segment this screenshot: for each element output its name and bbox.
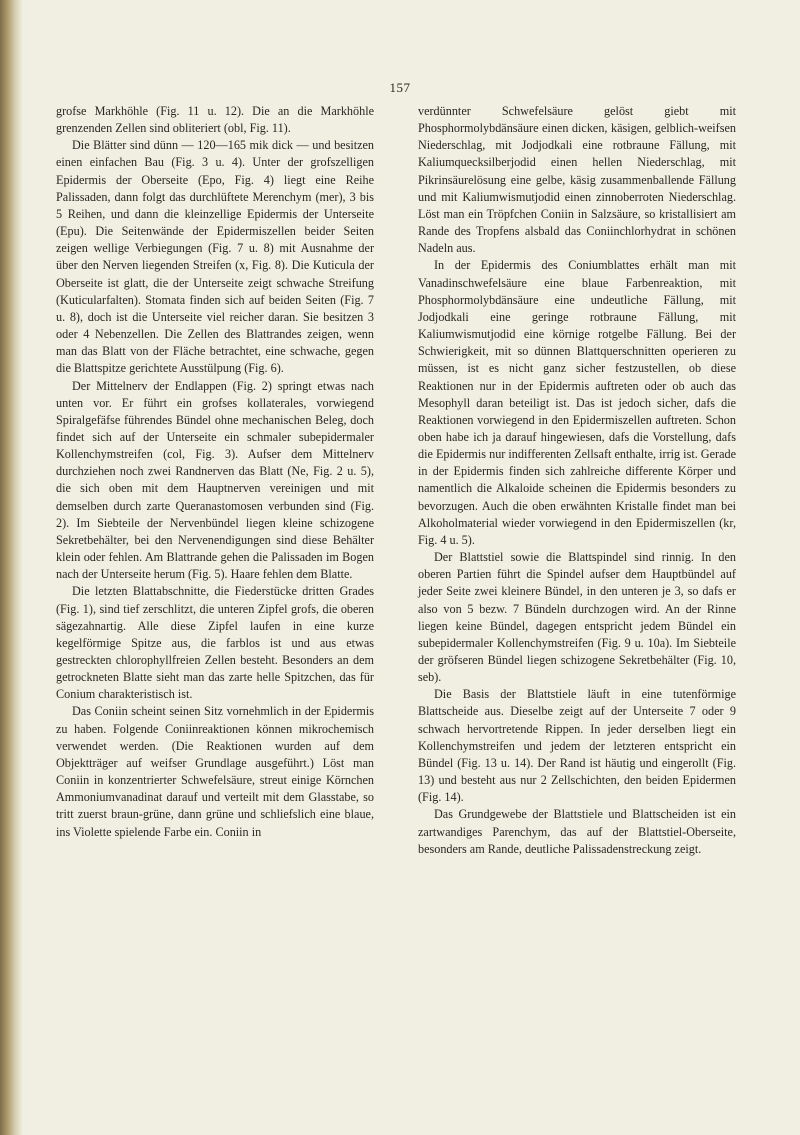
paragraph: Das Grundgewebe der Blattstiele und Blattscheiden ist ein zartwandiges Parenchym, das auf der Blattstiel-Oberseite, besonders am Rande, deutliche Palissadenstreckung zeigt. <box>418 807 736 856</box>
paragraph: Die Basis der Blattstiele läuft in eine tutenförmige Blattscheide aus. Dieselbe zeigt auf der Unterseite 7 oder 9 schwach hervortretende Rippen. In jeder derselben liegt ein Kollenchymstreifen und jedem der letzteren entspricht ein Bündel (Fig. 13 u. 14). Der Rand ist häutig und eingerollt (Fig. 13) und besteht aus nur 2 Zellschichten, den beiden Epidermen (Fig. 14). <box>418 687 736 805</box>
paragraph: Die letzten Blattabschnitte, die Fiederstücke dritten Grades (Fig. 1), sind tief zerschlitzt, die unteren Zipfel grofs, die oberen sägezahnartig. Alle diese Zipfel laufen in eine kurze kegelförmige Spitze aus, die farblos ist und aus etwas gestreckten chlorophyllfreien Zellen besteht. Besonders an dem getrockneten Blatte sieht man das zarte helle Spitzchen, das für Conium charakteristisch ist. <box>56 584 374 702</box>
left-column <box>56 103 374 841</box>
paragraph: grofse Markhöhle (Fig. 11 u. 12). Die an die Markhöhle grenzenden Zellen sind obliteriert (obl, Fig. 11). <box>56 104 374 136</box>
page-number: 157 <box>389 80 411 95</box>
book-spine-shadow <box>0 0 22 1135</box>
paragraph: In der Epidermis des Coniumblattes erhält man mit Vanadinschwefelsäure eine blaue Farbenreaktion, mit Phosphormolybdänsäure eine undeutliche Fällung, mit Jodjodkali eine geringe rotbraune Fällung, mit Kaliumwismutjodid eine körnige rotgelbe Fällung. Bei der Schwierigkeit, mit so dünnen Blattquerschnitten operieren zu müssen, ist es nicht ganz sicher festzustellen, ob diese Reaktionen nur in der Epidermis auftreten oder ob auch das Mesophyll daran beteiligt ist. Das ist jedoch sicher, dafs die Reaktionen vorwiegend in den Epidermiszellen auftreten. Schon oben habe ich ja darauf hingewiesen, dafs die Vorstellung, dafs die Epidermis nur indifferenten Zellsaft enthalte, irrig ist. Gerade in der Epidermis finden sich zahlreiche differente Körper und namentlich die Alkaloide scheinen die Epidermis besonders zu bevorzugen. Auch die oben erwähnten Kristalle findet man bei Alkoholmaterial wieder vorwiegend in den Epidermiszellen (kr, Fig. 4 u. 5). <box>418 258 736 547</box>
paragraph: Das Coniin scheint seinen Sitz vornehmlich in der Epidermis zu haben. Folgende Coniinreaktionen können mikrochemisch verwendet werden. (Die Reaktionen wurden auf dem Objektträger auf weifser Grundlage ausgeführt.) Löst man Coniin in konzentrierter Schwefelsäure, streut einige Körnchen Ammoniumvanadinat darauf und verteilt mit dem Glasstabe, so tritt zuerst braun-grüne, dann grüne und schliefslich eine blaue, ins Violette spielende Farbe ein. Coniin in <box>56 704 374 839</box>
paragraph: verdünnter Schwefelsäure gelöst giebt mit Phosphormolybdänsäure einen dicken, käsigen, gelblich-weifsen Niederschlag, mit Jodjodkali eine rotbraune Fällung, mit Kaliumquecksilberjodid einen hellen Niederschlag, mit Pikrinsäurelösung eine gelbe, käsig zusammenballende Fällung und mit Kaliumwismutjodid einen zinnoberroten Niederschlag. Löst man ein Tröpfchen Coniin in Salzsäure, so kristallisiert am Rande des Tropfens alsbald das Coniinchlorhydrat in schönen Nadeln aus. <box>418 104 736 256</box>
paragraph: Der Blattstiel sowie die Blattspindel sind rinnig. In den oberen Partien führt die Spindel aufser dem Hauptbündel auf jeder Seite zwei kleinere Bündel, in den unteren je 3, so dafs er also von 5 bezw. 7 Bündeln durchzogen wird. An der Rinne liegen keine Bündel, dagegen entspricht jedem Bündel ein subepidermaler Kollenchymstreifen (Fig. 9 u. 10a). Im Siebteile der gröfseren Bündel liegen schizogene Sekretbehälter (Fig. 10, seb). <box>418 550 736 685</box>
paragraph: Der Mittelnerv der Endlappen (Fig. 2) springt etwas nach unten vor. Er führt ein grofses kollaterales, vorwiegend Spiralgefäfse führendes Bündel ohne mechanischen Beleg, doch findet sich auf der Unterseite ein schmaler subepidermaler Kollenchymstreifen (col, Fig. 3). Aufser dem Mittelnerv durchziehen noch zwei Randnerven das Blatt (Ne, Fig. 2 u. 5), die sich oben mit dem Hauptnerven vereinigen und mit demselben durch zarte Queranastomosen verbunden sind (Fig. 2). Im Siebteile der Nervenbündel liegen kleine schizogene Sekretbehälter, bei den Nervenendigungen sind diese Behälter klein oder fehlen. Am Blattrande gehen die Palissaden im Bogen nach der Unterseite herum (Fig. 5). Haare fehlen dem Blatte. <box>56 378 374 582</box>
right-column <box>418 103 736 858</box>
paragraph: Die Blätter sind dünn — 120—165 mik dick — und besitzen einen einfachen Bau (Fig. 3 u. 4). Unter der grofszelligen Epidermis der Oberseite (Epo, Fig. 4) liegt eine Reihe Palissaden, dann folgt das durchlüftete Merenchym (mer), 3 bis 5 Reihen, und dann die kleinzellige Epidermis der Unterseite (Epu). Die Seitenwände der Epidermiszellen beider Seiten zeigen wellige Verbiegungen (Fig. 7 u. 8) mit Ausnahme der über den Nerven liegenden Streifen (x, Fig. 8). Die Kuticula der Oberseite ist glatt, die der Unterseite zeigt schwache Streifung (Kuticularfalten). Stomata finden sich auf beiden Seiten (Fig. 7 u. 8), doch ist die Unterseite viel reicher daran. Sie besitzen 3 oder 4 Nebenzellen. Die Zellen des Blattrandes zeigen, wenn man das Blatt von der Fläche betrachtet, eine schwache, gegen die Blattspitze gerichtete Ausstülpung (Fig. 6). <box>56 138 374 376</box>
